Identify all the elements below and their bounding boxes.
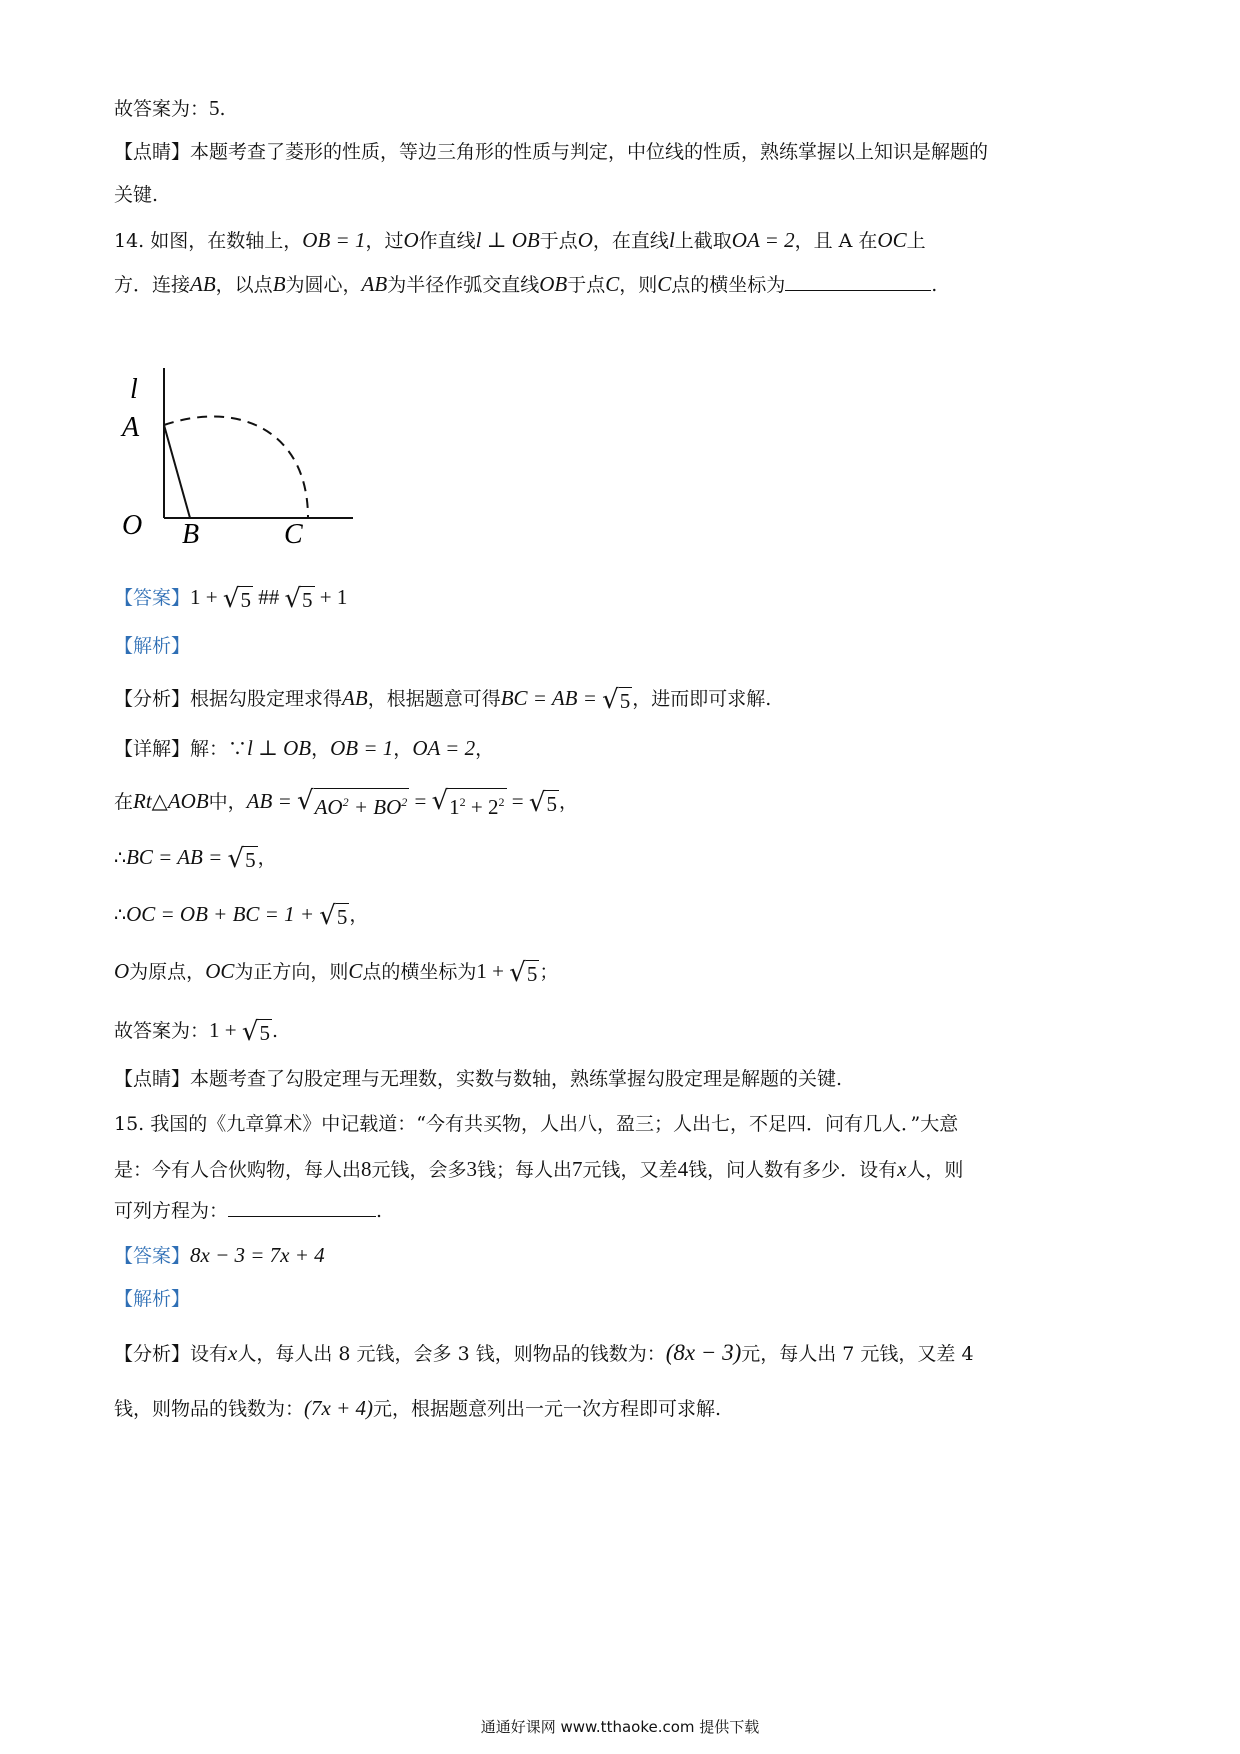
tip-13-cont: 关键. bbox=[114, 184, 159, 206]
answer-14: 【答案】1 + √ 5 ## √ 5 + 1 bbox=[114, 584, 348, 614]
sqrt: √ 5 bbox=[241, 1017, 270, 1047]
answer-15: 【答案】8x − 3 = 7x + 4 bbox=[114, 1243, 325, 1267]
detail-14-rt: 在Rt△AOB中，AB = √ $AO^2 + BO^2$ = √ $1^2 + 2^2$ = √ 5 ， bbox=[114, 786, 578, 819]
sqrt: √ 5 bbox=[528, 788, 557, 818]
analysis-15-line2: 钱，则物品的钱数为：(7x + 4)元，根据题意列出一元一次方程即可求解. bbox=[114, 1396, 722, 1420]
analysis-14: 【分析】根据勾股定理求得AB，根据题意可得BC = AB = √ 5 ，进而即可求解. bbox=[114, 685, 772, 715]
detail-14-step3: O为原点，OC为正方向，则C点的横坐标为1 + √ 5 ； bbox=[114, 958, 559, 988]
answer-blank-15 bbox=[228, 1215, 376, 1217]
sqrt: √ 5 bbox=[227, 844, 256, 874]
answer-line-13: 故答案为：5. bbox=[114, 96, 226, 120]
segment-ab bbox=[164, 425, 190, 518]
sqrt: √ $AO^2 + BO^2$ bbox=[297, 786, 408, 819]
label-o: O bbox=[122, 510, 143, 541]
question-15-line3: 可列方程为： . bbox=[114, 1200, 383, 1222]
analysis-15-line1: 【分析】设有x人，每人出 8 元钱，会多 3 钱，则物品的钱数为：(8x − 3)元，每人出 7 元钱，又差 4 bbox=[114, 1340, 974, 1365]
label-c: C bbox=[284, 519, 303, 550]
detail-14-step2: ∴OC = OB + BC = 1 + √ 5 ， bbox=[114, 901, 369, 931]
sqrt: √ $1^2 + 2^2$ bbox=[431, 786, 505, 819]
sqrt: √ 5 bbox=[284, 584, 313, 614]
question-14-line2: 方．连接AB，以点B为圆心，AB为半径作弧交直线OB于点C，则C点的横坐标为 . bbox=[114, 272, 938, 296]
sqrt: √ 5 bbox=[319, 901, 348, 931]
geometry-figure bbox=[118, 360, 378, 620]
tip-14: 【点睛】本题考查了勾股定理与无理数，实数与数轴，熟练掌握勾股定理是解题的关键. bbox=[114, 1068, 843, 1090]
answer-blank-14 bbox=[785, 289, 931, 291]
tip-13: 【点睛】本题考查了菱形的性质，等边三角形的性质与判定，中位线的性质，熟练掌握以上知识是解题的 bbox=[114, 141, 989, 163]
question-14-line1: 14. 如图，在数轴上，OB = 1，过O作直线l ⊥ OB于点O，在直线l上截取OA = 2，且 A 在OC上 bbox=[114, 228, 926, 252]
sqrt: √ 5 bbox=[509, 958, 538, 988]
detail-14: 【详解】解：∵l ⊥ OB，OB = 1，OA = 2， bbox=[114, 736, 495, 760]
label-l: l bbox=[130, 374, 138, 405]
detail-14-step1: ∴BC = AB = √ 5 ， bbox=[114, 844, 277, 874]
question-15-line1: 15. 我国的《九章算术》中记载道：“今有共买物，人出八，盈三；人出七，不足四．问有几人．”大意 bbox=[114, 1113, 959, 1135]
question-15-line2: 是：今有人合伙购物，每人出8元钱，会多3钱；每人出7元钱，又差4钱，问人数有多少．设有x人，则 bbox=[114, 1157, 964, 1181]
sqrt: √ 5 bbox=[602, 685, 631, 715]
analysis-tag-14: 【解析】 bbox=[114, 635, 191, 657]
label-b: B bbox=[182, 519, 200, 550]
sqrt: √ 5 bbox=[222, 584, 251, 614]
analysis-tag-15: 【解析】 bbox=[114, 1288, 191, 1310]
detail-14-answer: 故答案为：1 + √ 5 . bbox=[114, 1017, 278, 1047]
label-a: A bbox=[122, 412, 140, 443]
footer: 通通好课网 www.tthaoke.com 提供下载 bbox=[480, 1718, 760, 1736]
